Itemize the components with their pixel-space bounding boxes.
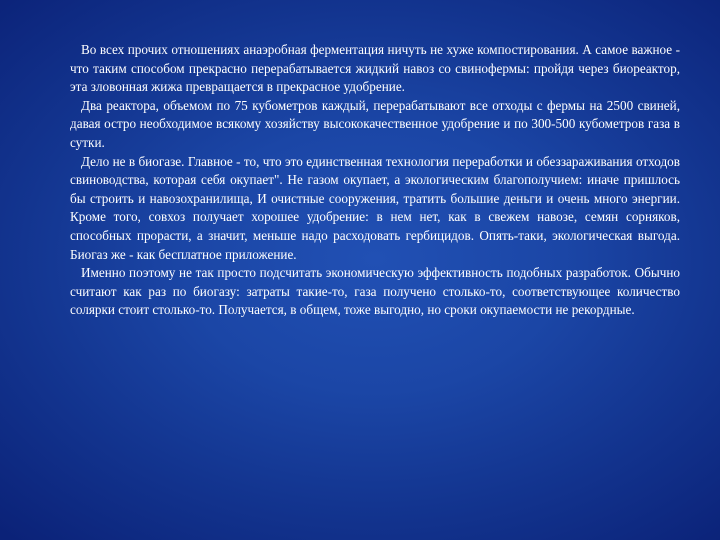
paragraph-3: Дело не в биогазе. Главное - то, что это единственная технология переработки и обеззараживания отходов свиноводства, которая себя окупает". Не газом окупает, а экологическим благополучием: иначе пришлось бы строить и навозохранилища, И очистные сооружения, тратить большие деньги и очень много энергии. Кроме того, совхоз получает хорошее удобрение: в нем нет, как в свежем навозе, семян сорняков, способных прорасти, а значит, меньше надо расходовать гербицидов. Опять-таки, экологическая выгода. Биогаз же - как бесплатное приложение.: [70, 153, 680, 262]
paragraph-2: Два реактора, объемом по 75 кубометров каждый, перерабатывают все отходы с фермы на 2500 свиней, давая остро необходимое всякому хозяйству высококачественное удобрение и по 300-500 кубометров газа в сутки.: [70, 97, 680, 150]
paragraph-1: Во всех прочих отношениях анаэробная ферментация ничуть не хуже компостирования. А самое важное - что таким способом прекрасно перерабатывается жидкий навоз со свинофермы: пройдя через биореактор, эта зловонная жижа превращается в прекрасное удобрение.: [70, 42, 680, 95]
paragraph-4: Именно поэтому не так просто подсчитать экономическую эффективность подобных разработок. Обычно считают как раз по биогазу: затраты такие-то, газа получено столько-то, соответствующее количество солярки стоит столько-то. Получается, в общем, тоже выгодно, но сроки окупаемости не рекордные.: [70, 265, 680, 318]
slide-text-body: [70, 41, 680, 320]
